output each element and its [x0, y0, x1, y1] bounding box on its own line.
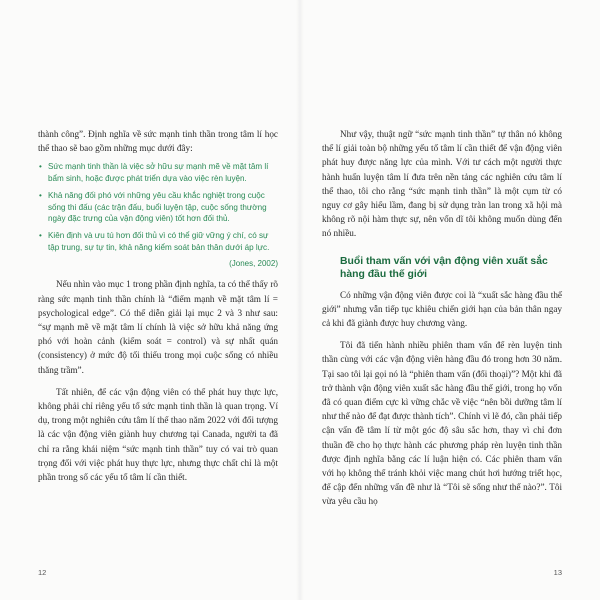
right-paragraph-2: Có những vận động viên được coi là “xuất sắc hàng đầu thế giới” nhưng vẫn tiếp tục khiêu chiến giới hạn của bản thân ngay cả khi đã giành được huy chương vàng. — [322, 289, 562, 329]
left-intro-paragraph: thành công”. Định nghĩa về sức mạnh tinh thần trong tâm lí học thể thao sẽ bao gồm những mục dưới đây: — [38, 129, 278, 154]
left-page-number: 12 — [38, 568, 47, 577]
citation: (Jones, 2002) — [229, 259, 278, 269]
right-page — [300, 0, 600, 600]
definition-item: • Khả năng đối phó với những yêu cầu khắc nghiệt trong cuộc sống thi đấu (các trận đấu, buổi luyện tập, cuộc sống thường ngày đặc trưng của vận động viên) tốt hơn đối thủ. — [38, 190, 278, 225]
left-paragraph-2: Tất nhiên, để các vận động viên có thể phát huy thực lực, không phải chỉ riêng yếu tố sức mạnh tinh thần là quan trọng. Ví dụ, trong một nghiên cứu tâm lí thể thao năm 2022 với đối tượng là các vận động viên giành huy chương tại Canada, người ta đã chỉ ra rằng khái niệm “sức mạnh tinh thần” tuy có vai trò quan trọng đối với việc phát huy thực lực, nhưng thực chất chỉ là một phần trong số các yếu tố tâm lí cần thiết. — [38, 386, 278, 482]
section-heading: Buổi tham vấn với vận động viên xuất sắc hàng đầu thế giới — [340, 255, 548, 281]
right-paragraph-3: Tôi đã tiến hành nhiều phiên tham vấn để rèn luyện tinh thần cùng với các vận động viên hàng đầu đó trong hơn 30 năm. Tại sao tôi lại gọi nó là “phiên tham vấn (đối thoại)”? Một khi đã trở thành vận động viên xuất sắc hàng đầu thế giới, trong họ vốn đã có quan điểm cực kì vững chắc về việc “nên bồi dưỡng tâm lí như thế nào để đạt được thành tích”. Chính vì lẽ đó, cần phải tiếp cận vấn đề tâm lí từ một góc độ sâu sắc hơn, thay vì chỉ đơn thuần đề cho họ thực hành các phương pháp rèn luyện tinh thần được định nghĩa bằng các lí luận hiện có. Các phiên tham vấn với họ không thể tránh khỏi việc mang chút hơi hướng triết học, để cập đến những vấn đề như là “Tôi sẽ sống như thế nào?”. Tôi vừa yêu cầu họ — [322, 340, 562, 507]
left-paragraph-1: Nếu nhìn vào mục 1 trong phần định nghĩa, ta có thể thấy rõ ràng sức mạnh tinh thần chính là “điểm mạnh về mặt tâm lí = psychological edge”. Có thể diễn giải lại mục 2 và 3 như sau: “sự mạnh mẽ về mặt tâm lí chính là việc sở hữu khả năng ứng phó với hoàn cảnh (kiểm soát = control) và sự nhất quán (consistency) ở mức độ tối thiểu trong mọi cuộc sống có nhiều thăng trầm”. — [38, 279, 278, 375]
definition-item: • Kiên định và ưu tú hơn đối thủ vì có thể giữ vững ý chí, có sự tập trung, sự tự tin, khả năng kiểm soát bản thân dưới áp lực. — [38, 230, 278, 253]
definition-item: • Sức mạnh tinh thần là việc sở hữu sự mạnh mẽ về mặt tâm lí bẩm sinh, hoặc được phát triển dựa vào việc rèn luyện. — [38, 161, 278, 184]
right-paragraph-1: Như vậy, thuật ngữ “sức mạnh tinh thần” tự thân nó không thể lí giải toàn bộ những yếu tố tâm lí cần thiết để vận động viên phát huy được năng lực của mình. Với tư cách một người thực hành huấn luyện tâm lí đưa trên nền tảng các nghiên cứu tâm lí thể thao, tôi cho rằng “sức mạnh tinh thần” là một cụm từ có nguy cơ gây hiểu lầm, đang bị sử dụng tràn lan trong xã hội mà không rõ nội hàm thực sự, nên vốn dĩ tôi không muốn dùng đến nó nhiều. — [322, 129, 562, 239]
right-page-number: 13 — [553, 568, 562, 577]
definition-list — [38, 161, 278, 253]
